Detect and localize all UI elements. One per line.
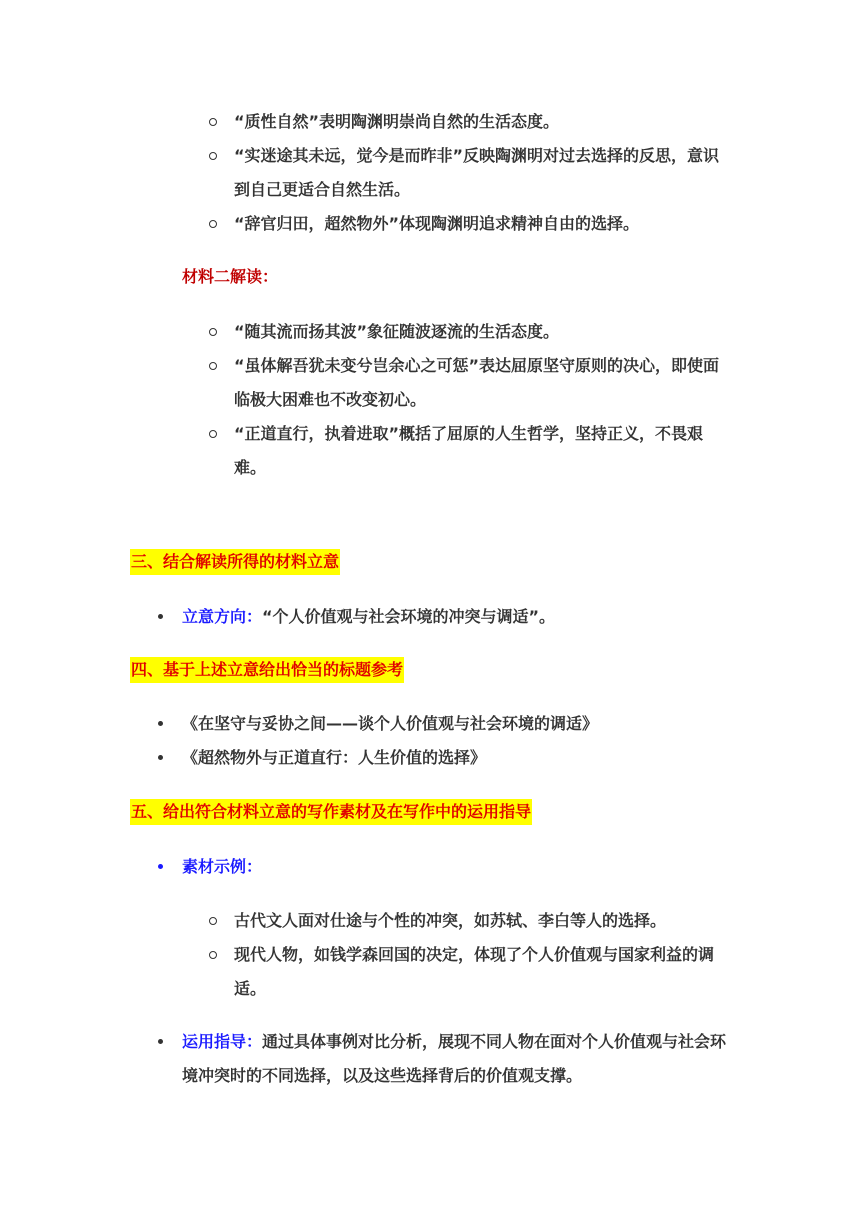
material-one-item-1: “质性自然”表明陶渊明崇尚自然的生活态度。 <box>234 112 560 131</box>
disc-bullet-icon <box>158 1039 163 1044</box>
example-item-2: 现代人物，如钱学森回国的决定，体现了个人价值观与国家利益的调适。 <box>234 945 715 998</box>
disc-bullet-icon <box>158 614 163 619</box>
section-four-heading: 四、基于上述立意给出恰当的标题参考 <box>130 657 404 683</box>
material-two-item-2: “虽体解吾犹未变兮岂余心之可惩”表达屈原坚守原则的决心，即使面临极大困难也不改变初心。 <box>234 356 720 409</box>
section-three-heading: 三、结合解读所得的材料立意 <box>130 549 340 575</box>
idea-direction-text: “个人价值观与社会环境的冲突与调适”。 <box>262 607 556 626</box>
circle-bullet-icon <box>209 917 217 925</box>
material-two-item-3: “正道直行，执着进取”概括了屈原的人生哲学，坚持正义，不畏艰难。 <box>234 424 704 477</box>
list-item <box>234 315 734 349</box>
idea-direction-label: 立意方向： <box>182 607 263 626</box>
circle-bullet-icon <box>209 362 217 370</box>
list-item <box>182 1025 738 1093</box>
list-item <box>234 417 734 485</box>
list-item <box>234 904 734 938</box>
list-item <box>234 105 734 139</box>
material-one-item-2: “实迷途其未远，觉今是而昨非”反映陶渊明对过去选择的反思，意识到自己更适合自然生活。 <box>234 146 720 199</box>
circle-bullet-icon <box>209 118 217 126</box>
list-item <box>234 207 734 241</box>
list-item <box>182 707 742 741</box>
title-suggestion-1: 《在坚守与妥协之间——谈个人价值观与社会环境的调适》 <box>182 714 599 733</box>
list-item <box>182 741 742 775</box>
title-suggestion-2: 《超然物外与正道直行：人生价值的选择》 <box>182 748 487 767</box>
guide-text: 通过具体事例对比分析，展现不同人物在面对个人价值观与社会环境冲突时的不同选择，以及这些选择背后的价值观支撑。 <box>182 1032 727 1085</box>
guide-label: 运用指导： <box>182 1032 263 1051</box>
examples-label: 素材示例： <box>182 857 263 876</box>
circle-bullet-icon <box>209 152 217 160</box>
circle-bullet-icon <box>209 220 217 228</box>
material-one-item-3: “辞官归田，超然物外”体现陶渊明追求精神自由的选择。 <box>234 214 640 233</box>
list-item <box>182 600 742 634</box>
disc-bullet-icon <box>158 864 163 869</box>
list-item <box>234 938 734 1006</box>
disc-bullet-icon <box>158 755 163 760</box>
material-two-label: 材料二解读： <box>182 267 279 286</box>
example-item-1: 古代文人面对仕途与个性的冲突，如苏轼、李白等人的选择。 <box>234 911 667 930</box>
circle-bullet-icon <box>209 951 217 959</box>
disc-bullet-icon <box>158 721 163 726</box>
list-item <box>234 349 734 417</box>
section-five-heading: 五、给出符合材料立意的写作素材及在写作中的运用指导 <box>130 799 532 825</box>
list-item <box>234 139 734 207</box>
circle-bullet-icon <box>209 328 217 336</box>
material-two-item-1: “随其流而扬其波”象征随波逐流的生活态度。 <box>234 322 560 341</box>
circle-bullet-icon <box>209 430 217 438</box>
list-item <box>182 850 742 884</box>
